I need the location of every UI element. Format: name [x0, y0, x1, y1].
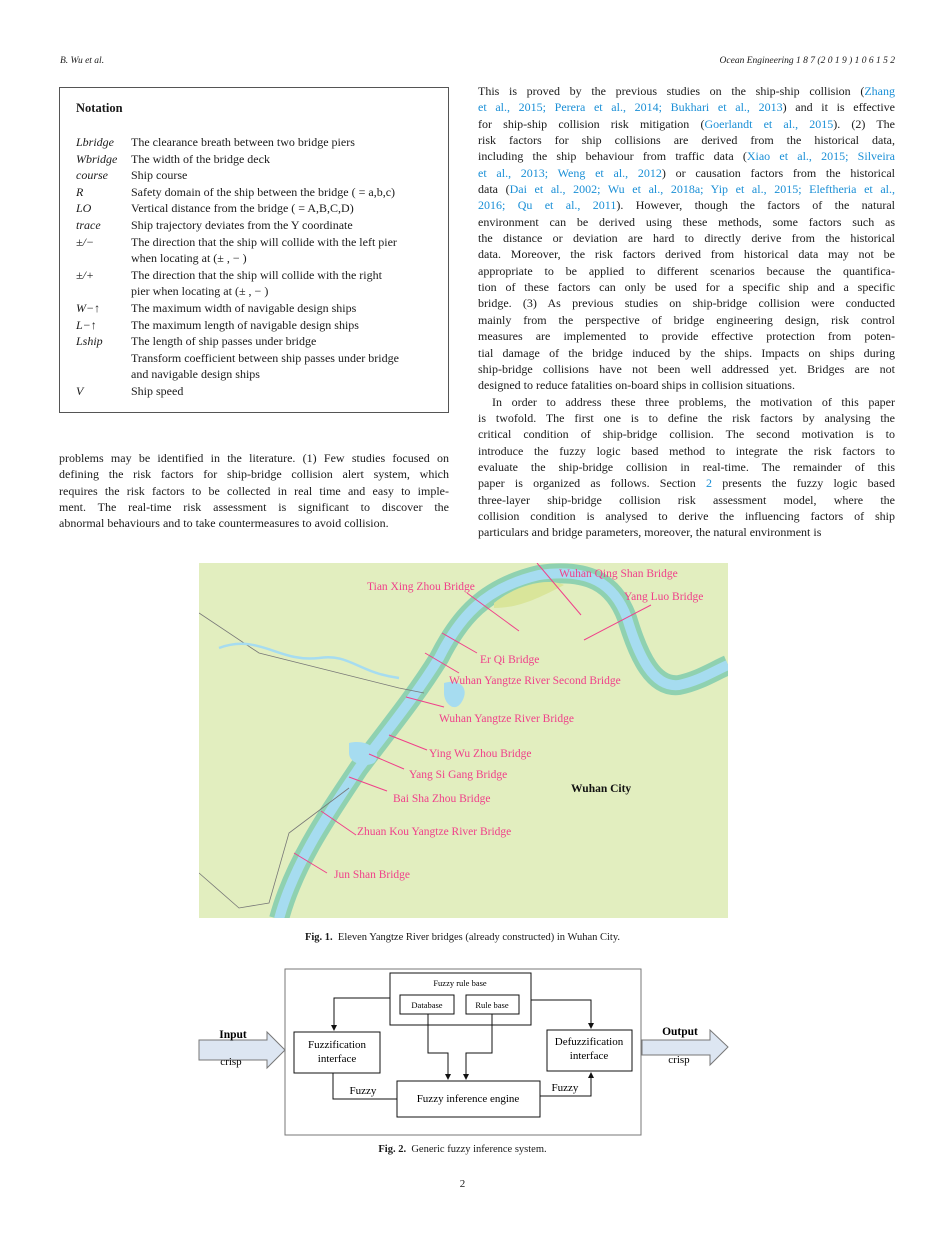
citation-link[interactable]: Zhang: [864, 84, 895, 98]
figure-2-caption-text: Generic fuzzy inference system.: [411, 1144, 547, 1155]
notation-symbol: LO: [76, 201, 92, 216]
text-line: [478, 246, 895, 262]
citation-link[interactable]: Goerlandt et al., 2015: [704, 116, 834, 131]
notation-definition: when locating at (± , − ): [131, 251, 247, 266]
text-segment: This is proved by the previous studies on the ship-ship collision (: [478, 84, 865, 98]
figure-2-caption: [0, 1144, 925, 1155]
text-segment: the distance or deviation are hard to directly derive from the historical: [478, 231, 895, 246]
text-line: [478, 377, 895, 393]
text-segment: three-layer ship-bridge collision risk assessment model, where the: [478, 492, 895, 507]
river: [279, 573, 728, 918]
text-segment: environment can be derived using these methods, some factors such as: [478, 214, 895, 229]
text-line: [478, 312, 895, 328]
text-line: [478, 508, 895, 524]
text-segment: tion of these factors can only be used for a specific ship and a specific: [478, 280, 895, 295]
text-line: [478, 230, 895, 246]
notation-symbol: Wbridge: [76, 151, 118, 166]
road: [199, 613, 424, 693]
text-segment: designed to reduce fatalities on-board ships in collision situations.: [478, 378, 795, 393]
notation-symbol: V: [76, 384, 84, 398]
text-segment: measures are implemented to provide effective protection from poten-: [478, 329, 895, 344]
figure-1-caption: [0, 932, 925, 943]
bridge-label: Yang Luo Bridge: [624, 591, 704, 603]
text-line: [59, 515, 449, 531]
text-line: [478, 345, 895, 361]
text-line: [478, 197, 895, 213]
left-column-text: [59, 450, 449, 532]
text-segment: introduce the fuzzy logic based method to integrate the risk factors to: [478, 443, 895, 458]
text-line: [478, 492, 895, 508]
notation-definition: The maximum length of navigable design ships: [131, 317, 359, 332]
text-segment: requires the risk factors to be collected in real time and easy to imple-: [59, 483, 449, 498]
bridge-label: Wuhan Qing Shan Bridge: [559, 568, 678, 580]
notation-definition: The maximum width of navigable design ships: [131, 301, 357, 315]
text-segment: ) and it is effective: [782, 100, 895, 115]
text-line: [478, 181, 895, 197]
citation-link[interactable]: 2016; Qu et al., 2011: [478, 198, 617, 213]
bridge-label: Wuhan Yangtze River Bridge: [439, 713, 574, 725]
bridge-marker: [389, 735, 427, 750]
text-line: [478, 328, 895, 344]
text-line: [478, 279, 895, 295]
text-line: [478, 410, 895, 426]
bridge-label: Ying Wu Zhou Bridge: [429, 748, 532, 760]
right-column-text: [478, 83, 895, 541]
notation-symbol: ±/+: [76, 267, 95, 282]
rule-base-title: Fuzzy rule base: [433, 978, 487, 988]
text-segment: collision condition is analysed to derive the influencing factors of ship: [478, 508, 895, 523]
notation-definition: The direction that the ship will collide with the right: [131, 267, 382, 282]
inference-engine-label: Fuzzy inference engine: [416, 1093, 520, 1105]
text-line: [478, 165, 895, 181]
text-segment: tial damage of the bridge induced by the ships. Impacts on ships during: [478, 345, 895, 360]
notation-symbol: R: [76, 184, 84, 199]
notation-definition: pier when locating at (± , − ): [131, 284, 269, 299]
bridge-label: Jun Shan Bridge: [334, 869, 411, 881]
text-line: [59, 483, 449, 499]
notation-definition: Vertical distance from the bridge ( = A,B,C,D): [131, 201, 354, 216]
notation-title: Notation: [76, 101, 123, 115]
text-segment: mainly from the perspective of bridge engineering design, risk control: [478, 312, 895, 327]
notation-symbol: W−↑: [76, 301, 101, 315]
text-segment: for ship-ship collision risk mitigation (: [478, 116, 705, 131]
text-segment: paper is organized as follows. Section: [478, 476, 706, 491]
text-segment: In order to address these three problems, the motivation of this paper: [492, 394, 895, 409]
text-line: [478, 475, 895, 491]
page-number: 2: [459, 1178, 466, 1190]
text-segment: including the ship behaviour from traffic data (: [478, 149, 747, 164]
database-label: Database: [411, 1000, 443, 1010]
bridge-label: Yang Si Gang Bridge: [409, 769, 508, 781]
notation-symbol: Lbridge: [76, 135, 115, 149]
notation-symbol: course: [76, 168, 108, 183]
text-line: [478, 295, 895, 311]
citation-link[interactable]: et al., 2013; Weng et al., 2012: [478, 165, 662, 180]
figure-2-label: Fig. 2.: [378, 1144, 407, 1155]
text-line: [478, 116, 895, 132]
text-line: [478, 394, 895, 410]
figure-1-map: [199, 563, 728, 918]
notation-symbol: trace: [76, 218, 101, 232]
notation-definition: Ship trajectory deviates from the Y coordinate: [131, 218, 353, 232]
citation-link[interactable]: et al., 2015; Perera et al., 2014; Bukhari et al., 2013: [478, 100, 783, 115]
notation-definition: and navigable design ships: [131, 367, 260, 382]
text-segment: defining the risk factors for ship-bridge collision alert system, which: [59, 467, 449, 482]
text-segment: ship-bridge collisions have not been well addressed yet. Bridges are not: [478, 361, 895, 376]
running-head-journal: Ocean Engineering 1 8 7 (2 0 1 9 ) 1 0 6 1 5 2: [719, 56, 895, 66]
text-segment: particulars and bridge parameters, moreover, the natural environment is: [478, 525, 822, 540]
text-line: [478, 83, 895, 99]
river-bank: [279, 573, 728, 918]
text-line: [478, 361, 895, 377]
text-segment: ). (2) The: [833, 116, 895, 131]
text-line: [478, 459, 895, 475]
notation-definition: Ship speed: [131, 384, 184, 398]
text-line: [478, 426, 895, 442]
output-label: Output: [662, 1026, 698, 1038]
text-line: [478, 148, 895, 164]
text-segment: is twofold. The first one is to define the risk factors by analysing the: [478, 410, 895, 425]
input-crisp-label: crisp: [220, 1056, 242, 1068]
text-line: [478, 263, 895, 279]
figure-2-diagram: [195, 960, 735, 1145]
bridge-label: Er Qi Bridge: [480, 654, 540, 666]
bridge-label: Wuhan Yangtze River Second Bridge: [449, 675, 621, 687]
text-line: [478, 132, 895, 148]
notation-definition: The direction that the ship will collide with the left pier: [131, 234, 397, 249]
text-line: [478, 99, 895, 115]
text-line: [478, 214, 895, 230]
notation-definition: The length of ship passes under bridge: [131, 334, 317, 349]
bridge-label: Zhuan Kou Yangtze River Bridge: [357, 826, 512, 838]
input-label: Input: [219, 1029, 247, 1041]
text-segment: presents the fuzzy logic based: [712, 476, 895, 491]
text-segment: ). However, though the factors of the natural: [616, 198, 896, 213]
text-segment: critical condition of ship-bridge collision. The second motivation is to: [478, 427, 895, 442]
notation-definition: The width of the bridge deck: [131, 151, 270, 166]
text-segment: risk factors for ship collisions are derived from the historical data,: [478, 133, 895, 148]
text-line: [478, 443, 895, 459]
text-segment: abnormal behaviours and to take countermeasures to avoid collision.: [59, 516, 389, 531]
bridge-label: Tian Xing Zhou Bridge: [367, 581, 475, 593]
notation-definition: Safety domain of the ship between the bridge ( = a,b,c): [131, 184, 396, 199]
fuzzy-label-left: Fuzzy: [349, 1085, 377, 1097]
notation-definition: Transform coefficient between ship passes under bridge: [131, 350, 399, 365]
tributary: [219, 644, 399, 678]
text-line: [478, 524, 895, 540]
figure-1-label: Fig. 1.: [304, 932, 333, 943]
defuzzification-label-2: interface: [569, 1050, 609, 1062]
fuzzification-label-2: interface: [317, 1053, 357, 1065]
output-crisp-label: crisp: [668, 1054, 690, 1066]
text-segment: data (: [478, 182, 510, 197]
city-label: Wuhan City: [571, 783, 632, 795]
citation-link[interactable]: Xiao et al., 2015; Silveira: [746, 149, 896, 164]
fuzzification-label-1: Fuzzification: [307, 1039, 367, 1051]
defuzzification-label-1: Defuzzification: [554, 1036, 624, 1048]
text-segment: ) or causation factors from the historical: [661, 165, 895, 180]
notation-definition: The clearance breath between two bridge piers: [131, 135, 355, 149]
text-line: [59, 499, 449, 515]
text-segment: evaluate the ship-bridge collision in real-time. The remainder of this: [478, 459, 895, 474]
citation-link[interactable]: Dai et al., 2002; Wu et al., 2018a; Yip et al., 2015; Eleftheria et al.,: [509, 182, 896, 197]
running-head-authors: B. Wu et al.: [60, 56, 105, 66]
text-segment: appropriate to be applied to different scenarios because the quantifica-: [478, 263, 895, 278]
citation-link[interactable]: 2: [706, 476, 712, 491]
figure-1-caption-text: Eleven Yangtze River bridges (already constructed) in Wuhan City.: [337, 932, 621, 943]
text-segment: data. Moreover, the risk factors derived from historical data may not be: [478, 247, 895, 262]
notation-box: [59, 87, 449, 413]
bridge-label: Bai Sha Zhou Bridge: [393, 793, 491, 805]
fuzzy-label-right: Fuzzy: [551, 1082, 579, 1094]
notation-symbol: L−↑: [76, 317, 97, 332]
text-segment: ment. The real-time risk assessment is significant to discover the: [59, 500, 449, 515]
text-line: [59, 466, 449, 482]
text-segment: bridge. (3) As previous studies on ship-bridge collision were conducted: [478, 296, 895, 311]
notation-symbol: ±/−: [76, 234, 95, 249]
text-segment: problems may be identified in the literature. (1) Few studies focused on: [59, 451, 449, 465]
rulebase-label: Rule base: [475, 1000, 509, 1010]
text-line: [59, 450, 449, 466]
notation-definition: Ship course: [131, 168, 188, 183]
notation-symbol: Lship: [76, 334, 103, 349]
